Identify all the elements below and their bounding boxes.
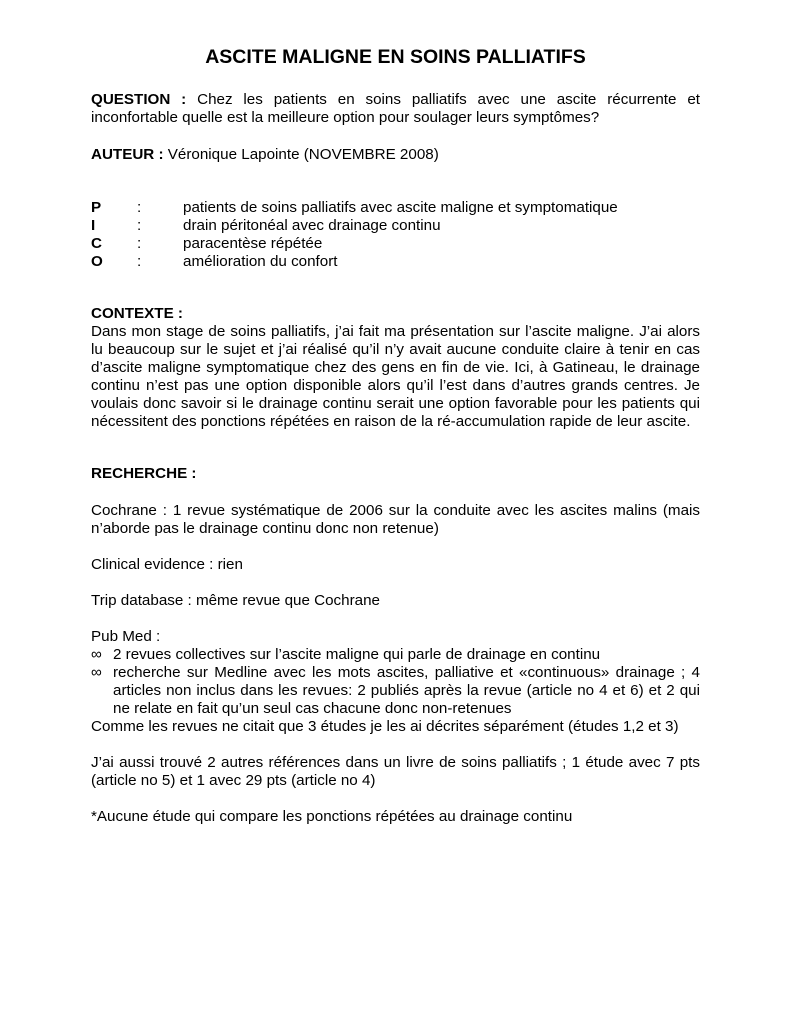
pico-colon: : [137,253,142,270]
pico-letter: P [91,199,102,216]
book-paragraph: J’ai aussi trouvé 2 autres références dans un livre de soins palliatifs ; 1 étude avec 7 pts (article no 5) et 1 avec 29 pts (article no 4) [91,754,700,789]
clinical-evidence-line: Clinical evidence : rien [91,556,243,573]
note-line: *Aucune étude qui compare les ponctions répétées au drainage continu [91,808,573,825]
cochrane-paragraph: Cochrane : 1 revue systématique de 2006 sur la conduite avec les ascites malins (mais n’aborde pas le drainage continu donc non retenue) [91,502,700,537]
question-label: QUESTION : [91,91,187,108]
infinity-bullet-icon: ∞ [91,646,102,663]
list-item [91,646,700,664]
pico-row-c [91,235,700,253]
pico-colon: : [137,199,142,216]
bullet-text: 2 revues collectives sur l’ascite maligne qui parle de drainage en continu [113,646,601,663]
bullet-text: recherche sur Medline avec les mots ascites, palliative et «continuous» drainage ; 4 articles non inclus dans les revues: 2 publiés après la revue (article no 4 et 6) et 2 qui ne relate en fait qu’un seul cas chacune donc non-retenues [113,664,700,717]
infinity-bullet-icon: ∞ [91,664,102,681]
author-text: Véronique Lapointe (NOVEMBRE 2008) [163,146,439,163]
pico-row-p [91,199,700,217]
pico-text: patients de soins palliatifs avec ascite maligne et symptomatique [183,199,618,216]
pico-letter: I [91,217,96,234]
document-title: ASCITE MALIGNE EN SOINS PALLIATIFS [205,46,586,68]
pico-colon: : [137,217,142,234]
pico-row-o [91,253,700,271]
pico-colon: : [137,235,142,252]
research-heading: RECHERCHE : [91,465,197,482]
context-paragraph: Dans mon stage de soins palliatifs, j’ai fait ma présentation sur l’ascite maligne. J’ai alors lu beaucoup sur le sujet et j’ai réalisé qu’il n’y avait aucune conduite claire à tenir en cas d’ascite maligne symptomatique chez des gens en fin de vie. Ici, à Gatineau, le drainage continu n’est pas une option disponible alors qu’il l’est dans d’autres grands centres. Je voulais donc savoir si le drainage continu serait une option favorable pour les patients qui nécessitent des ponctions répétées en raison de la ré-accumulation rapide de leur ascite. [91,323,700,430]
author-paragraph [91,146,700,164]
pico-text: paracentèse répétée [183,235,323,252]
pico-letter: C [91,235,102,252]
question-text: Chez les patients en soins palliatifs avec une ascite récurrente et inconfortable quelle est la meilleure option pour soulager leurs symptômes? [91,91,700,126]
author-label: AUTEUR : [91,146,164,163]
pico-text: amélioration du confort [183,253,338,270]
context-heading: CONTEXTE : [91,305,183,322]
trip-database-line: Trip database : même revue que Cochrane [91,592,380,609]
pico-row-i [91,217,700,235]
list-item [91,664,700,718]
question-paragraph [91,91,700,127]
summary-line: Comme les revues ne citait que 3 études je les ai décrites séparément (études 1,2 et 3) [91,718,679,735]
pico-letter: O [91,253,103,270]
pubmed-label: Pub Med : [91,628,161,645]
pico-text: drain péritonéal avec drainage continu [183,217,441,234]
